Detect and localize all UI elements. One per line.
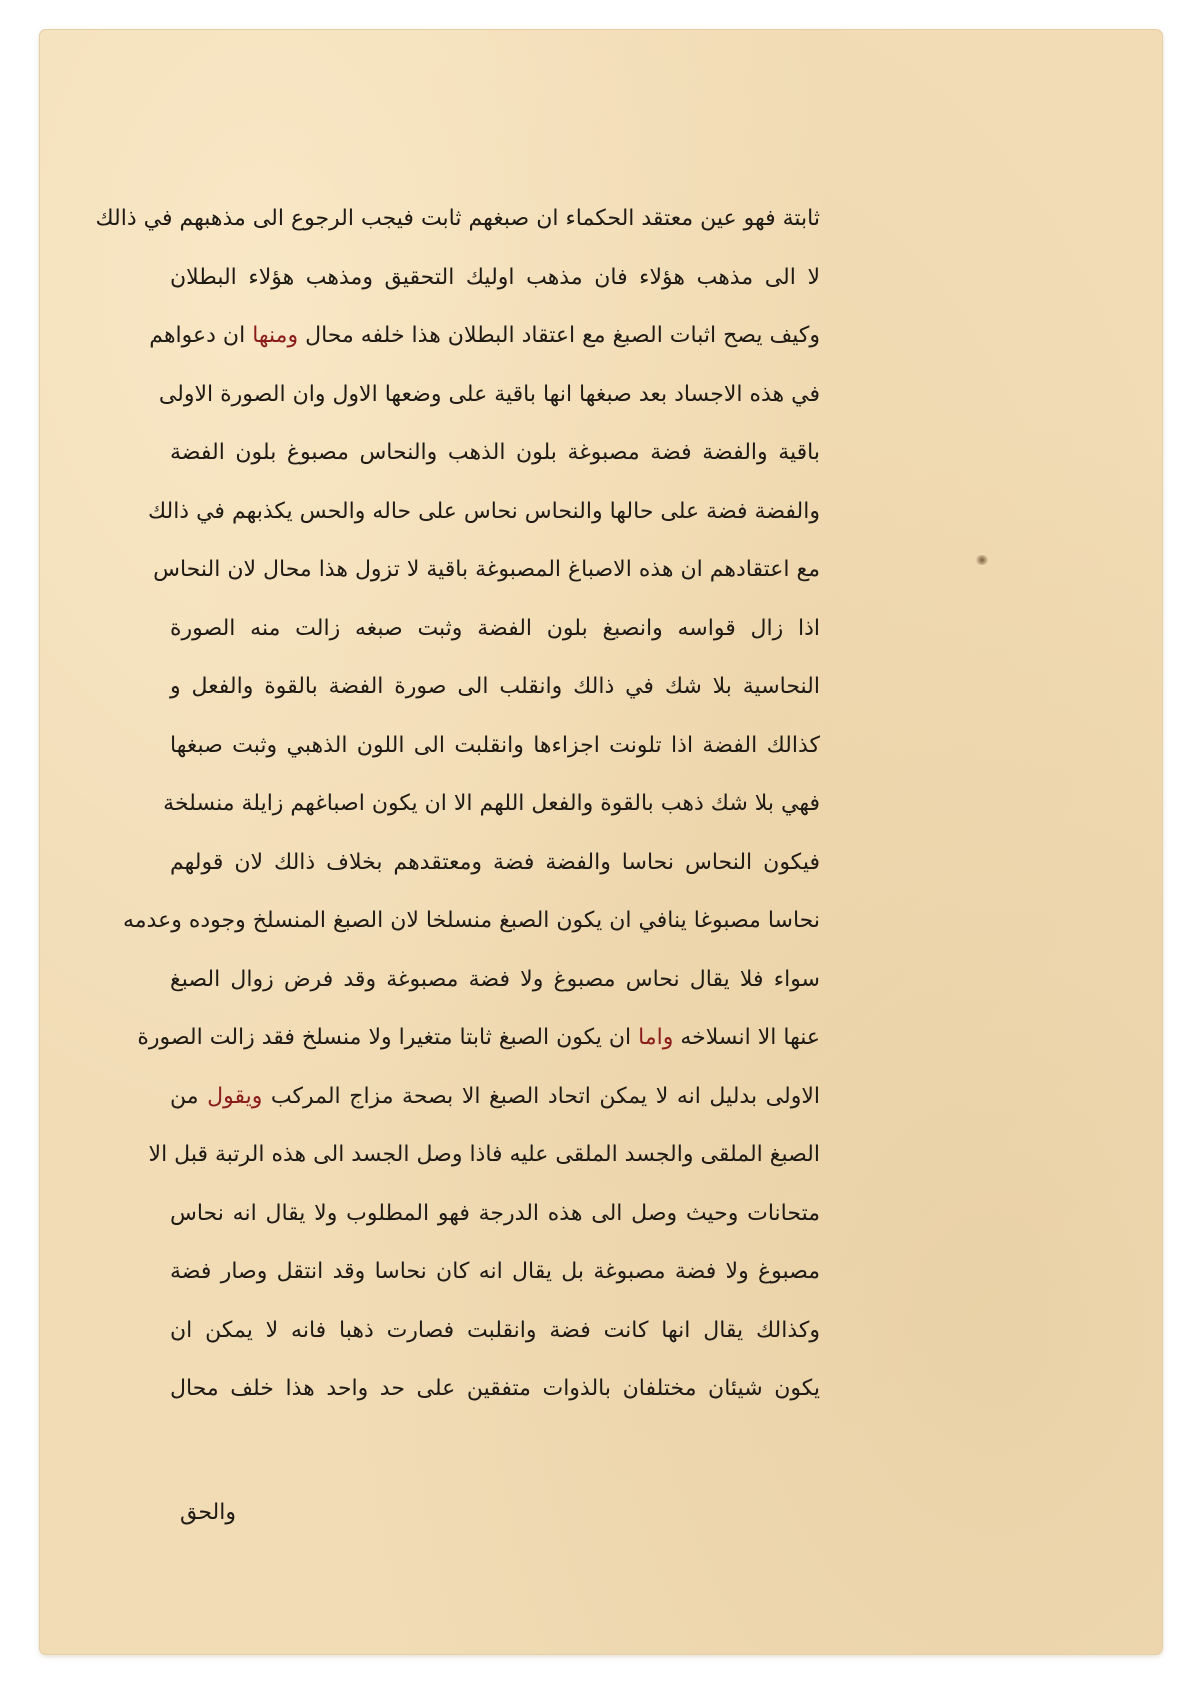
manuscript-line-11: فهي بلا شك ذهب بالقوة والفعل اللهم الا ان يكون اصباغهم زايلة منسلخة [163, 791, 820, 816]
manuscript-line-20: وكذالك يقال انها كانت فضة وانقلبت فصارت ذهبا فانه لا يمكن ان [170, 1317, 820, 1343]
manuscript-line-10: كذالك الفضة اذا تلونت اجزاءها وانقلبت الى اللون الذهبي وثبت صبغها [170, 732, 820, 758]
manuscript-line-15: عنها الا انسلاخه واما ان يكون الصبغ ثابتا متغيرا ولا منسلخ فقد زالت الصورة [137, 1025, 820, 1050]
manuscript-text-block [95, 190, 820, 1419]
manuscript-line-7: مع اعتقادهم ان هذه الاصباغ المصبوغة باقية لا تزول هذا محال لان النحاس [153, 557, 820, 582]
manuscript-line-8: اذا زال قواسه وانصبغ بلون الفضة وثبت صبغه زالت منه الصورة [170, 615, 820, 641]
manuscript-line-1: ثابتة فهو عين معتقد الحكماء ان صبغهم ثابت فيجب الرجوع الى مذهبهم في ذالك [95, 206, 820, 231]
manuscript-line-6: والفضة فضة على حالها والنحاس نحاس على حاله والحس يكذبهم في ذالك [147, 498, 820, 524]
manuscript-line-17: الصبغ الملقى والجسد الملقى عليه فاذا وصل الجسد الى هذه الرتبة قبل الا [148, 1142, 820, 1167]
ink-stain [975, 555, 989, 565]
manuscript-line-12: فيكون النحاس نحاسا والفضة فضة ومعتقدهم بخلاف ذالك لان قولهم [170, 849, 820, 875]
manuscript-line-2: لا الى مذهب هؤلاء فان مذهب اوليك التحقيق ومذهب هؤلاء البطلان [170, 264, 820, 290]
manuscript-line-14: سواء فلا يقال نحاس مصبوغ ولا فضة مصبوغة وقد فرض زوال الصبغ [170, 966, 820, 992]
manuscript-line-19: مصبوغ ولا فضة مصبوغة بل يقال انه كان نحاسا وقد انتقل وصار فضة [170, 1259, 820, 1284]
manuscript-line-9: النحاسية بلا شك في ذالك وانقلب الى صورة الفضة بالقوة والفعل و [170, 674, 820, 699]
rubric-word: ومنها [252, 323, 299, 348]
manuscript-line-4: في هذه الاجساد بعد صبغها انها باقية على وضعها الاول وان الصورة الاولى [158, 381, 820, 407]
signature: والحق [180, 1500, 236, 1525]
rubric-word: ويقول [207, 1083, 263, 1109]
rubric-word: واما [638, 1025, 674, 1050]
manuscript-line-5: باقية والفضة فضة مصبوغة بلون الذهب والنحاس مصبوغ بلون الفضة [170, 440, 820, 465]
manuscript-line-3: وكيف يصح اثبات الصبغ مع اعتقاد البطلان هذا خلفه محال ومنها ان دعواهم [149, 323, 820, 348]
manuscript-line-21: يكون شيئان مختلفان بالذوات متفقين على حد واحد هذا خلف محال [170, 1376, 820, 1401]
manuscript-line-16: الاولى بدليل انه لا يمكن اتحاد الصبغ الا بصحة مزاج المركب ويقول من [170, 1083, 820, 1109]
manuscript-line-18: متحانات وحيث وصل الى هذه الدرجة فهو المطلوب ولا يقال انه نحاس [170, 1200, 820, 1226]
manuscript-line-13: نحاسا مصبوغا ينافي ان يكون الصبغ منسلخا لان الصبغ المنسلخ وجوده وعدمه [122, 908, 820, 933]
